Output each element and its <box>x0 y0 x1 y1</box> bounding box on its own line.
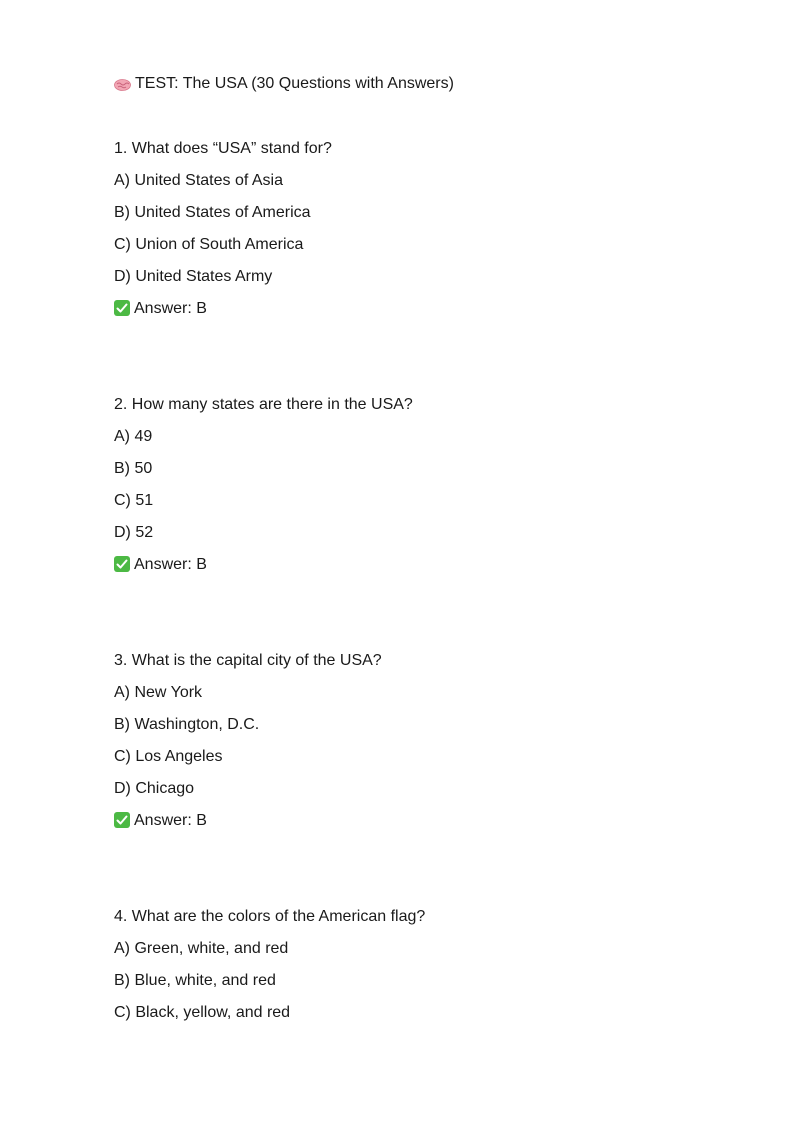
answer-text: Answer: B <box>134 812 207 829</box>
question-text: 4. What are the colors of the American flag? <box>114 908 426 925</box>
option-d: D) 52 <box>114 524 154 541</box>
option-a: A) Green, white, and red <box>114 940 289 957</box>
option-c: C) Los Angeles <box>114 748 223 765</box>
question-text: 3. What is the capital city of the USA? <box>114 652 382 669</box>
option-c: C) Union of South America <box>114 236 304 253</box>
check-mark-icon <box>114 300 130 316</box>
check-mark-icon <box>114 812 130 828</box>
question-block <box>114 651 382 843</box>
question-block <box>114 139 332 331</box>
option-c: C) 51 <box>114 492 154 509</box>
check-mark-icon <box>114 556 130 572</box>
answer-line <box>114 811 382 843</box>
brain-icon <box>114 77 131 89</box>
answer-text: Answer: B <box>134 300 207 317</box>
option-a: A) United States of Asia <box>114 172 283 189</box>
question-text: 1. What does “USA” stand for? <box>114 140 332 157</box>
document-title <box>114 74 454 94</box>
answer-line <box>114 555 413 587</box>
question-block <box>114 907 425 1035</box>
title-text: TEST: The USA (30 Questions with Answers) <box>135 75 454 92</box>
option-c: C) Black, yellow, and red <box>114 1004 291 1021</box>
option-a: A) New York <box>114 684 203 701</box>
answer-text: Answer: B <box>134 556 207 573</box>
option-b: B) 50 <box>114 460 153 477</box>
question-text: 2. How many states are there in the USA? <box>114 396 413 413</box>
answer-line <box>114 299 332 331</box>
option-b: B) Blue, white, and red <box>114 972 276 989</box>
option-d: D) United States Army <box>114 268 273 285</box>
option-b: B) United States of America <box>114 204 311 221</box>
option-d: D) Chicago <box>114 780 195 797</box>
option-a: A) 49 <box>114 428 153 445</box>
question-block <box>114 395 413 587</box>
option-b: B) Washington, D.C. <box>114 716 260 733</box>
